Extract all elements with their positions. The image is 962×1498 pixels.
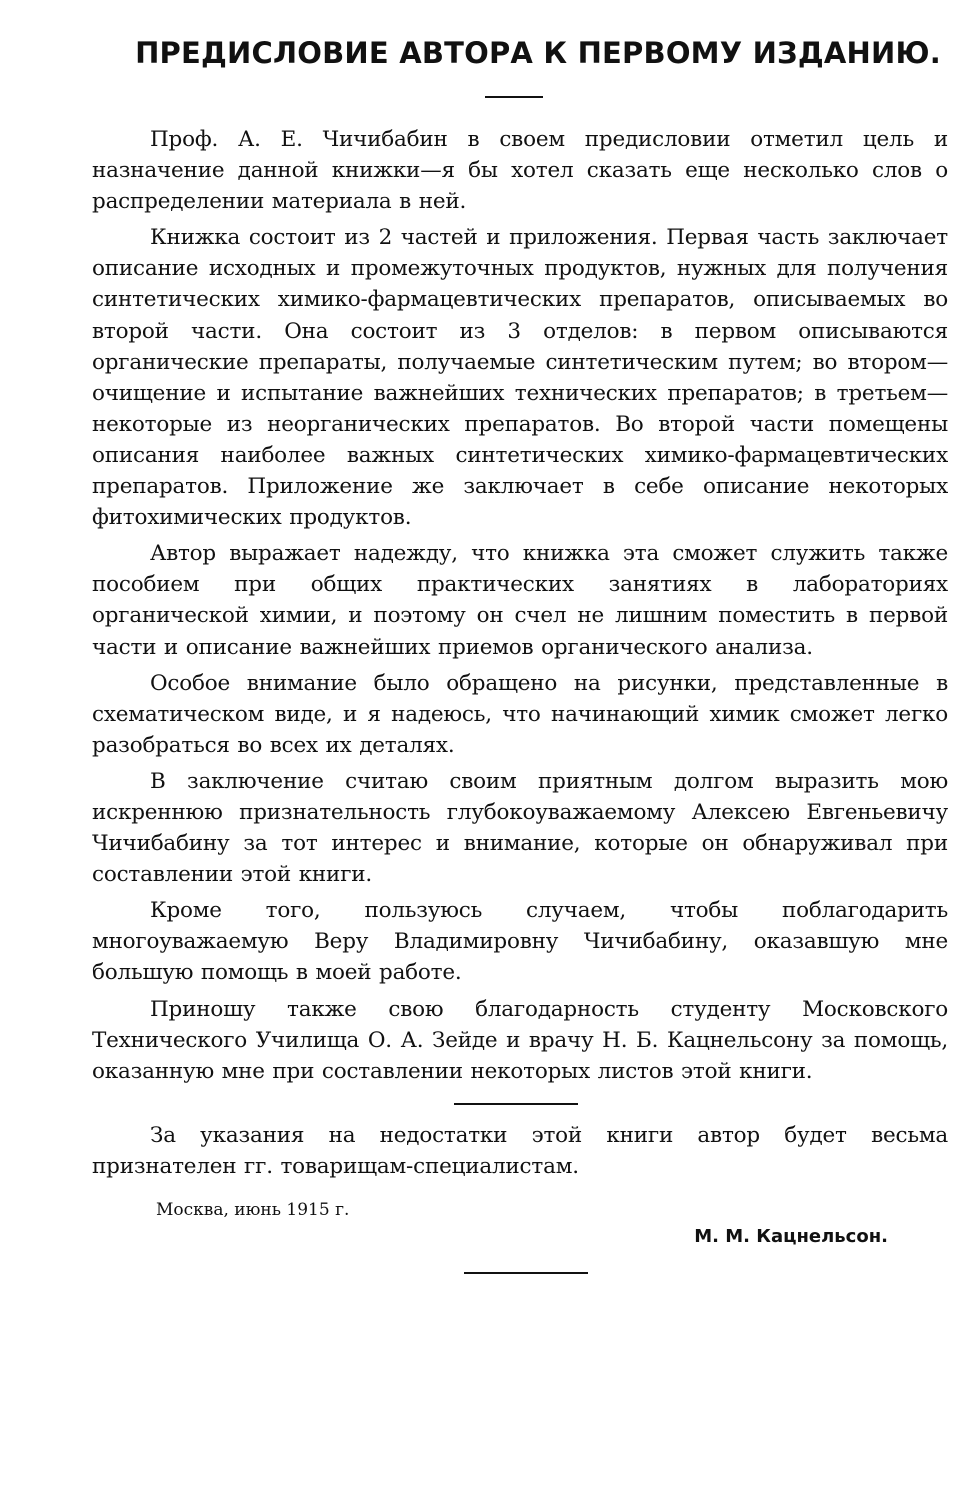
paragraph-acknowledgement: Приношу также свою благодарность студенту Московского Технического Училища О. А. Зейде и врачу Н. Б. Кацнельсону за помощь, оказанную мне при составлении некоторых листов этой книги.: [92, 996, 948, 1084]
paragraph-thanks: Кроме того, пользуюсь случаем, чтобы поблагодарить многоуважаемую Веру Владимировну Чичибабину, оказавшую мне большую помощь в моей работе.: [92, 898, 948, 986]
author-signature: М. М. Кацнельсон.: [694, 1226, 888, 1247]
paragraph-hope: Автор выражает надежду, что книжка эта сможет служить также пособием при общих практических занятиях в лабораториях органической химии, и поэтому он счел не лишним поместить в первой части и описание важнейших приемов органического анализа.: [92, 541, 948, 660]
end-divider: [464, 1272, 588, 1274]
place-date: Москва, июнь 1915 г.: [156, 1200, 350, 1220]
title-divider: [485, 96, 543, 98]
section-divider: [454, 1103, 578, 1105]
paragraph-drawings: Особое внимание было обращено на рисунки, представленные в схематическом виде, и я надеюсь, что начинающий химик сможет легко разобраться во всех их деталях.: [92, 670, 948, 758]
document-page: [92, 30, 948, 1274]
closing-note: За указания на недостатки этой книги автор будет весьма признателен гг. товарищам-специалистам.: [92, 1122, 948, 1179]
paragraph-structure: Книжка состоит из 2 частей и приложения. Первая часть заключает описание исходных и промежуточных продуктов, нужных для получения синтетических химико-фармацевтических препаратов, описываемых во второй части. Она состоит из 3 отделов: в первом описываются органические препараты, получаемые синтетическим путем; во втором—очищение и испытание важнейших технических препаратов; в третьем—некоторые из неорганических препаратов. Во второй части помещены описания наиболее важных синтетических химико-фармацевтических препаратов. Приложение же заключает в себе описание некоторых фитохимических продуктов.: [92, 225, 948, 531]
paragraph-intro: Проф. А. Е. Чичибабин в своем предисловии отметил цель и назначение данной книжки—я бы хотел сказать еще несколько слов о распределении материала в ней.: [92, 127, 948, 215]
page-title: ПРЕДИСЛОВИЕ АВТОРА К ПЕРВОМУ ИЗДАНИЮ.: [135, 36, 941, 70]
paragraph-gratitude: В заключение считаю своим приятным долгом выразить мою искреннюю признательность глубокоуважаемому Алексею Евгеньевичу Чичибабину за тот интерес и внимание, которые он обнаруживал при составлении этой книги.: [92, 768, 948, 888]
